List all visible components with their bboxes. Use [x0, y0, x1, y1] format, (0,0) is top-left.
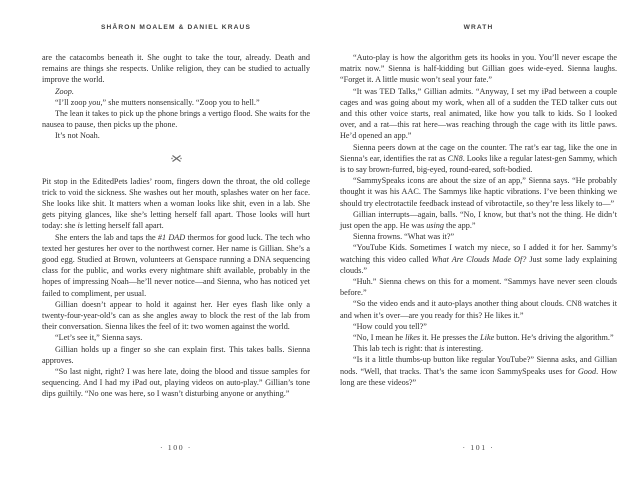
paragraph: “Huh.” Sienna chews on this for a moment. “Sammys have never seen clouds before.”	[340, 277, 617, 298]
paragraph: Sienna peers down at the cage on the counter. The rat’s ear tag, like the one in Sienna’s ear, identifies the rat as CN8. Looks like a regular latest-gen Sammy, which is to say brown-furred, big-eyed, round-eared, soft-bodied.	[340, 142, 618, 175]
paragraph: Gillian doesn’t appear to hold it against her. Her eyes flash like only a twenty-four-year-old’s can as she angles away to block the rest of the lab from their conversation. Sienna likes the feel of it: two women against the world.	[42, 299, 310, 332]
paragraph: Pit stop in the EditedPets ladies’ room, fingers down the throat, the old college trick to void the sickness. She washes out her mouth, splashes water on her face. She looks like shit. It matters when a woman looks like shit, even in a lab. She gets pitying glances, like she’s letting herself fall apart. Those looks will hurt today: she is letting herself fall apart.	[42, 176, 310, 231]
running-head-title: WRATH	[463, 24, 494, 31]
paragraph: Zoop.	[55, 86, 74, 96]
paragraph: “It was TED Talks,” Gillian admits. “Anyway, I set my iPad between a couple cages and was going about my work, when all of a sudden the TED talker cuts out and this other voice starts, real animated, like how you talk to kids. So I looked over, and a rat—this rat here—was reaching through the cage with its little paws. He’d opened an app.”	[340, 86, 617, 141]
paragraph: “I’ll zoop you,” she mutters nonsensically. “Zoop you to hell.”	[55, 97, 260, 107]
paragraph: “Is it a little thumbs-up button like regular YouTube?” Sienna asks, and Gillian nods. “Well, that tracks. That’s the same icon SammySpeaks uses for Good. How long are these videos?”	[340, 355, 618, 387]
paragraph: The lean it takes to pick up the phone brings a vertigo flood. She waits for the nausea to pause, then picks up the phone.	[42, 109, 310, 130]
paragraph: Gillian holds up a finger so she can explain first. This takes balls. Sienna approves.	[42, 344, 310, 365]
section-break-ornament	[42, 142, 310, 176]
paragraph: “So the video ends and it auto-plays another thing about clouds. CN8 watches it and when it’s over—are you ready for this? He likes it.”	[340, 299, 617, 320]
running-head-author: SHĀRON MOALEM & DANIEL KRAUS	[100, 24, 252, 31]
paragraph: “No, I mean he likes it. He presses the Like button. He’s driving the algorithm.”	[353, 333, 614, 343]
paragraph: are the catacombs beneath it. She ought to take the tour, already. Death and remains are things she respects. Unlike religion, they can be studied to actually improve the world.	[42, 53, 310, 85]
left-page-text	[42, 52, 310, 400]
right-page	[320, 0, 640, 480]
right-page-text	[340, 52, 617, 388]
paragraph: Sienna frowns. “What was it?”	[353, 232, 455, 242]
left-page-number: · 100 ·	[160, 443, 192, 452]
right-page-number: · 101 ·	[462, 443, 495, 452]
paragraph: “So last night, right? I was here late, doing the blood and tissue samples for sequencing. And I had my iPad out, playing videos on auto-play.” Gillian’s tone dips guiltily. “No one was here, so I wasn’t disturbing anyone or anything.”	[42, 367, 310, 399]
paragraph: This lab tech is right: that is interesting.	[353, 344, 484, 354]
paragraph: Gillian interrupts—again, balls. “No, I know, but that’s not the thing. He didn’t just open the app. He was using the app.”	[340, 209, 617, 231]
paragraph: “YouTube Kids. Sometimes I watch my niece, so I added it for her. Sammy’s watching this video called What Are Clouds Made Of? Just some lady explaining clouds.”	[340, 243, 617, 275]
section-break-icon	[171, 154, 182, 163]
paragraph: It’s not Noah.	[55, 131, 100, 141]
paragraph: “Auto-play is how the algorithm gets its hooks in you. You’ll never escape the matrix now.” Sienna is half-kidding but Gillian goes wide-eyed. Sienna laughs. “Forget it. A little music won’t seal your fate.”	[340, 53, 617, 85]
paragraph: “SammySpeaks icons are about the size of an app,” Sienna says. “He probably thought it was his AAC. The Sammys like haptic vibrations. I’ve been thinking we should try electrotactile feedback instead of vibrotactile, so they’re less likely to—”	[340, 176, 617, 208]
paragraph: “Let’s see it,” Sienna says.	[55, 333, 143, 343]
paragraph: “How could you tell?”	[353, 321, 427, 331]
paragraph: She enters the lab and taps the #1 DAD thermos for good luck. The tech who texted her gestures her over to the northwest corner. Her name is Gillian. She’s a good egg. Studied at Brown, volunteers at Genspace running a DNA sequencing class for the public, and works every nightmare shift available, probably in the hopes of impressing Noah—he’ll never notice—and Sienna, who has noticed yet failed to compliment, per usual.	[42, 232, 310, 298]
